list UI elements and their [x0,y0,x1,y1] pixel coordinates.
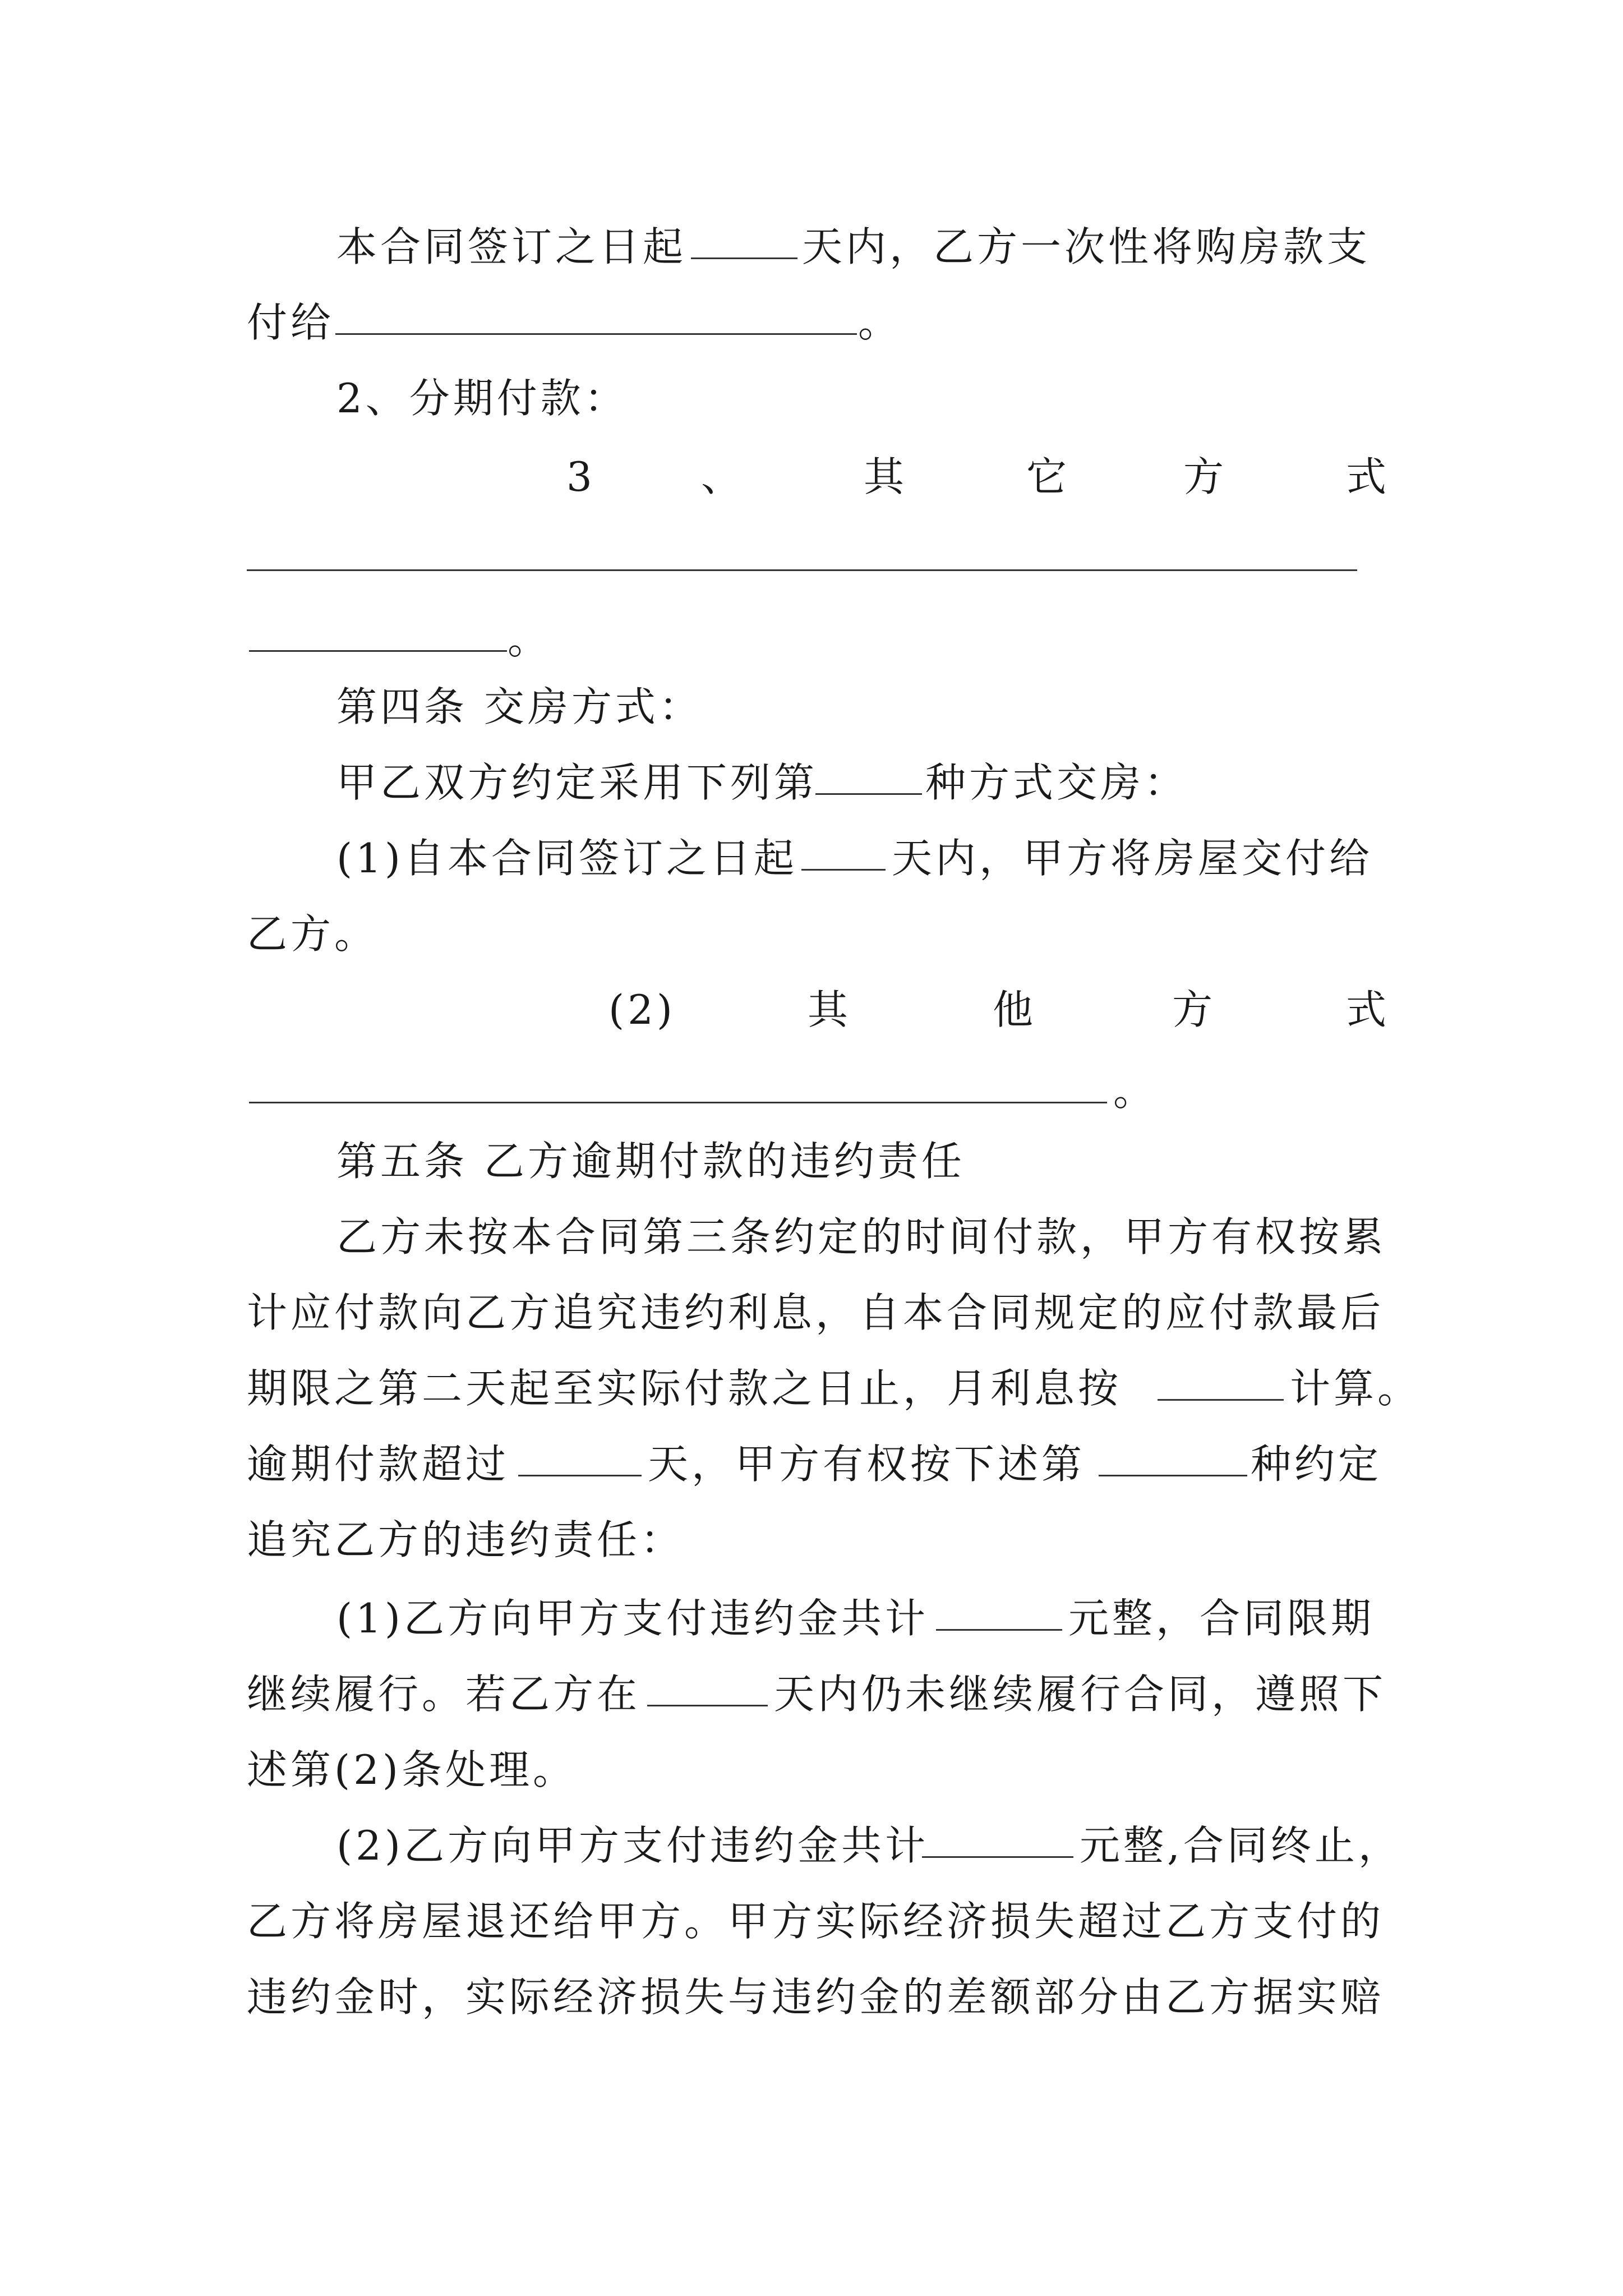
text: 元整,合同终止， [1080,1822,1402,1869]
text: 甲乙双方约定采用下列第 [336,759,818,806]
delivery-choice-line [0,746,1623,819]
fill-blank-delivery-days[interactable] [801,822,886,871]
text: 天内，乙方一次性将购房款支 [802,223,1371,270]
paragraph-line [0,1276,1623,1349]
fill-blank-recipient[interactable] [335,286,857,335]
text: 乙方。 [247,910,379,958]
char: 其 [808,986,852,1033]
text: 计应付款向乙方追究违约利息，自本合同规定的应付款最后 [247,1289,1385,1336]
text: 第四条 交房方式： [336,683,703,730]
delivery-option-1-cont [0,898,1623,970]
other-method-heading [0,440,1623,513]
text: 2、分期付款： [336,375,628,422]
paragraph-line [0,1658,1623,1731]
fill-blank-other-method-cont[interactable] [249,603,507,652]
fill-blank-interest-rate[interactable] [1158,1352,1284,1401]
payment-lump-sum-line [0,210,1623,283]
paragraph-line [0,1885,1623,1958]
paragraph-line [0,1352,1623,1425]
text: 本合同签订之日起 [336,223,687,270]
char: 3 [566,453,596,500]
char: 他 [993,986,1037,1033]
text: 追究乙方的违约责任： [247,1516,685,1563]
fill-blank-days[interactable] [691,210,797,259]
char: 、 [701,453,745,500]
char: (2) [608,986,676,1033]
text: 。 [1113,1068,1158,1115]
paragraph-line [0,1428,1623,1501]
payment-recipient-line [0,286,1623,359]
delivery-option-2-heading [0,973,1623,1046]
delivery-option-2-cont [0,1055,1623,1128]
char: 方 [1172,986,1216,1033]
text: 天内，甲方将房屋交付给 [892,835,1373,882]
text: 乙方未按本合同第三条约定的时间付款，甲方有权按累 [336,1213,1387,1260]
fill-blank-continue-days[interactable] [647,1658,768,1706]
paragraph-line [0,1503,1623,1576]
text: 天，甲方有权按下述第 [648,1441,1086,1488]
text: 违约金时，实际经济损失与违约金的差额部分由乙方据实赔 [247,1973,1385,2021]
paragraph-line [0,1961,1623,2033]
fill-blank-method-number[interactable] [815,746,922,795]
text: 。 [858,299,902,346]
delivery-option-1-line [0,822,1623,895]
text: 期限之第二天起至实际付款之日止，月利息按 [247,1365,1122,1412]
text: (2)乙方向甲方支付违约金共计 [336,1822,929,1869]
text: 种约定 [1251,1441,1382,1488]
installment-line [0,362,1623,435]
text: 。 [508,616,552,663]
char: 式 [1346,453,1390,500]
fill-blank-overdue-days[interactable] [518,1428,642,1476]
paragraph-line [0,1809,1623,1882]
article-4-heading [0,670,1623,743]
text: 付给 [247,299,335,346]
text: 继续履行。若乙方在 [247,1671,641,1718]
fill-blank-clause-number[interactable] [1099,1428,1247,1476]
text: 乙方将房屋退还给甲方。甲方实际经济损失超过乙方支付的 [247,1898,1385,1945]
text: 逾期付款超过 [247,1441,510,1488]
fill-blank-other-method[interactable] [247,569,1357,571]
char: 其 [864,453,908,500]
text: 计算。 [1290,1365,1422,1412]
paragraph-line [0,1200,1623,1273]
fill-blank-penalty-amount-1[interactable] [936,1582,1062,1631]
char: 方 [1183,453,1228,500]
fill-blank-delivery-other[interactable] [249,1055,1107,1103]
paragraph-line [0,1733,1623,1806]
text: 天内仍未继续履行合同，遵照下 [774,1671,1387,1718]
article-5-heading [0,1125,1623,1198]
text: 述第(2)条处理。 [247,1746,577,1793]
paragraph-line [0,1582,1623,1655]
fill-blank-penalty-amount-2[interactable] [922,1809,1073,1858]
char: 它 [1026,453,1071,500]
text: 第五条 乙方逾期付款的违约责任 [336,1138,965,1185]
char: 式 [1346,986,1390,1033]
text: 种方式交房： [925,759,1188,806]
text: (1)自本合同签订之日起 [336,835,797,882]
text: 元整，合同限期 [1068,1595,1375,1642]
other-method-continuation [0,603,1623,676]
text: (1)乙方向甲方支付违约金共计 [336,1595,929,1642]
